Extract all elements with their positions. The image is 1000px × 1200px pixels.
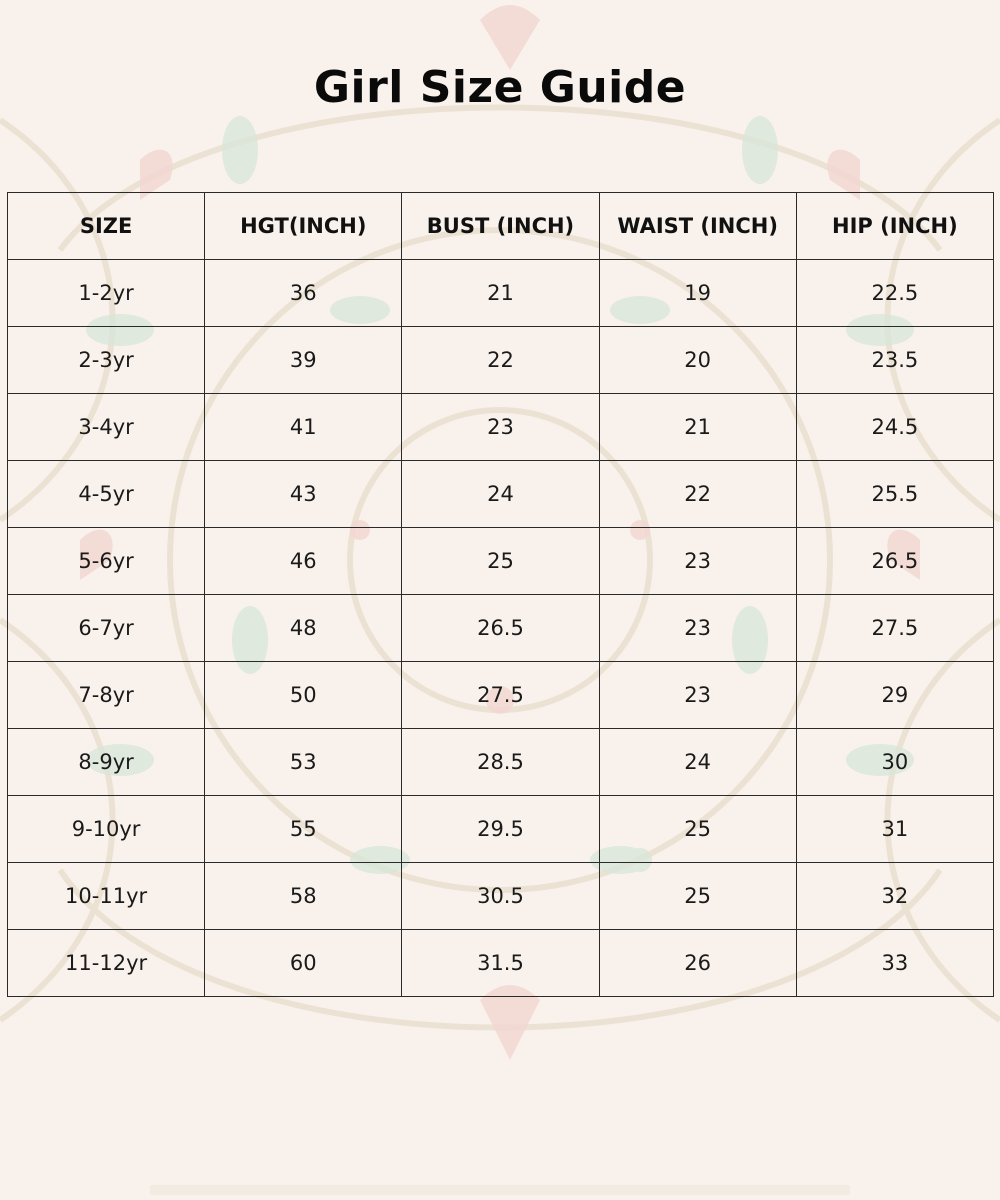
table-row [8, 528, 994, 595]
cell-size: 8-9yr [8, 729, 205, 796]
cell-height: 53 [205, 729, 402, 796]
column-header-hip: HIP (INCH) [796, 193, 993, 260]
cell-hip: 26.5 [796, 528, 993, 595]
size-guide-table [7, 192, 994, 997]
column-header-bust: BUST (INCH) [402, 193, 599, 260]
page-title: Girl Size Guide [313, 62, 687, 113]
cell-bust: 30.5 [402, 863, 599, 930]
cell-bust: 27.5 [402, 662, 599, 729]
cell-size: 10-11yr [8, 863, 205, 930]
cell-size: 5-6yr [8, 528, 205, 595]
cell-waist: 25 [599, 863, 796, 930]
cell-hip: 31 [796, 796, 993, 863]
cell-waist: 23 [599, 595, 796, 662]
cell-waist: 20 [599, 327, 796, 394]
table-row [8, 662, 994, 729]
cell-height: 46 [205, 528, 402, 595]
cell-bust: 29.5 [402, 796, 599, 863]
cell-waist: 23 [599, 662, 796, 729]
cell-size: 7-8yr [8, 662, 205, 729]
column-header-size: SIZE [8, 193, 205, 260]
cell-waist: 25 [599, 796, 796, 863]
cell-waist: 24 [599, 729, 796, 796]
cell-waist: 21 [599, 394, 796, 461]
cell-size: 2-3yr [8, 327, 205, 394]
cell-height: 43 [205, 461, 402, 528]
table-row [8, 729, 994, 796]
cell-hip: 22.5 [796, 260, 993, 327]
cell-bust: 26.5 [402, 595, 599, 662]
cell-bust: 23 [402, 394, 599, 461]
cell-height: 41 [205, 394, 402, 461]
cell-waist: 22 [599, 461, 796, 528]
cell-hip: 29 [796, 662, 993, 729]
table-row [8, 327, 994, 394]
column-header-waist: WAIST (INCH) [599, 193, 796, 260]
table-row [8, 930, 994, 997]
cell-hip: 30 [796, 729, 993, 796]
table-row [8, 595, 994, 662]
cell-size: 4-5yr [8, 461, 205, 528]
cell-hip: 25.5 [796, 461, 993, 528]
cell-height: 39 [205, 327, 402, 394]
cell-hip: 24.5 [796, 394, 993, 461]
cell-hip: 23.5 [796, 327, 993, 394]
cell-size: 3-4yr [8, 394, 205, 461]
cell-bust: 25 [402, 528, 599, 595]
cell-height: 58 [205, 863, 402, 930]
cell-bust: 21 [402, 260, 599, 327]
cell-waist: 19 [599, 260, 796, 327]
cell-size: 1-2yr [8, 260, 205, 327]
cell-size: 9-10yr [8, 796, 205, 863]
cell-waist: 26 [599, 930, 796, 997]
table-row [8, 260, 994, 327]
cell-bust: 28.5 [402, 729, 599, 796]
table-row [8, 461, 994, 528]
cell-height: 55 [205, 796, 402, 863]
cell-bust: 24 [402, 461, 599, 528]
cell-waist: 23 [599, 528, 796, 595]
table-row [8, 863, 994, 930]
cell-height: 48 [205, 595, 402, 662]
table-row [8, 394, 994, 461]
column-header-height: HGT(INCH) [205, 193, 402, 260]
cell-size: 11-12yr [8, 930, 205, 997]
cell-hip: 32 [796, 863, 993, 930]
cell-size: 6-7yr [8, 595, 205, 662]
cell-bust: 31.5 [402, 930, 599, 997]
cell-height: 50 [205, 662, 402, 729]
cell-hip: 33 [796, 930, 993, 997]
cell-hip: 27.5 [796, 595, 993, 662]
cell-height: 36 [205, 260, 402, 327]
table-header-row [8, 193, 994, 260]
table-row [8, 796, 994, 863]
cell-height: 60 [205, 930, 402, 997]
cell-bust: 22 [402, 327, 599, 394]
